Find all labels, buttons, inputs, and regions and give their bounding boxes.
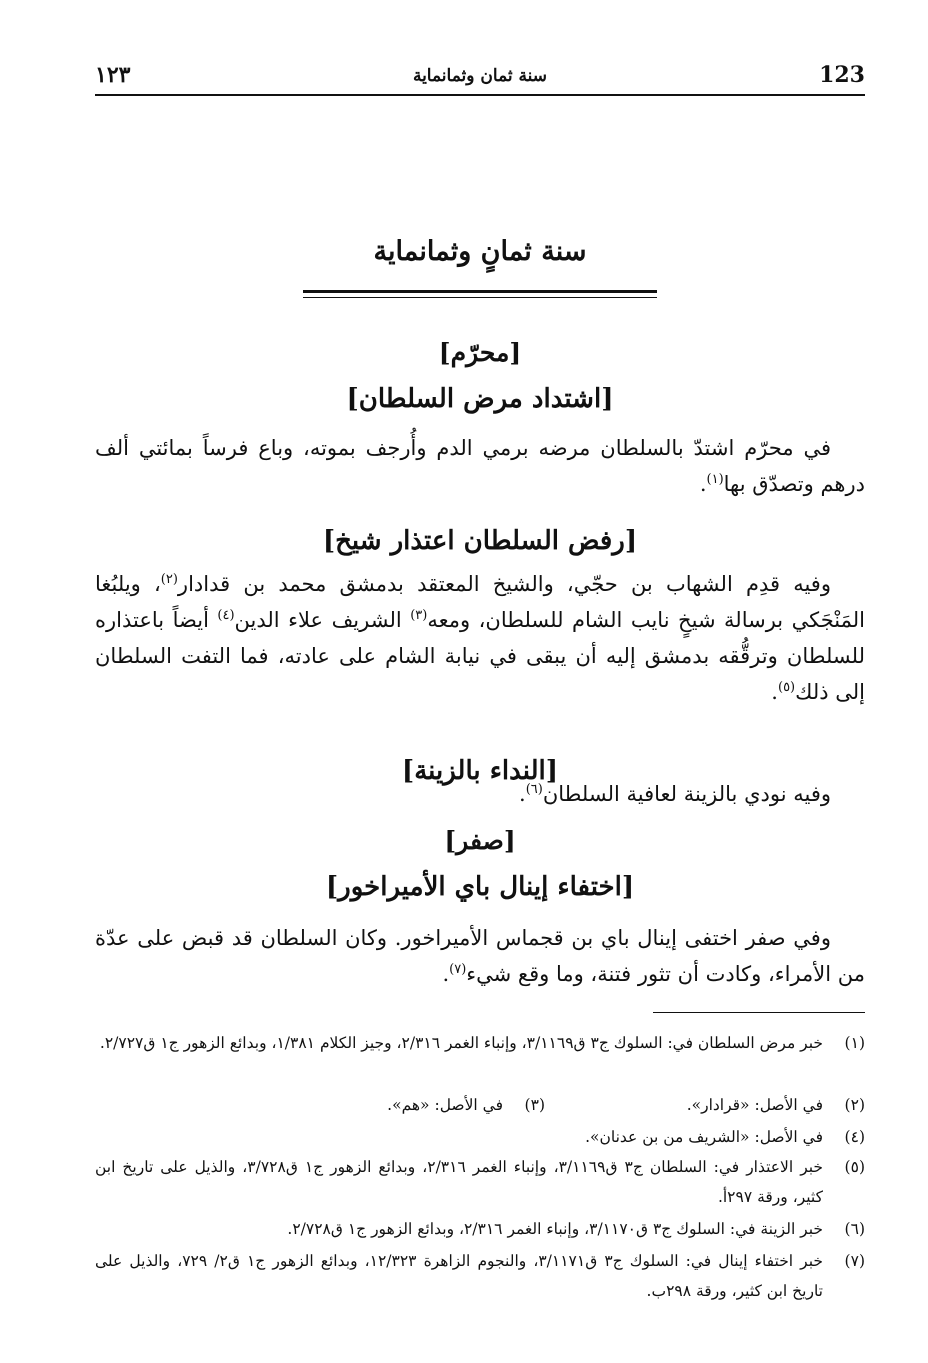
footnote-text: خبر مرض السلطان في: السلوك ج٣ ق٣/١١٦٩، وإنباء الغمر ٢/٣١٦، وجيز الكلام ١/٣٨١، وبدائع الزهور ج١ ق٢/٧٢٧. <box>99 1034 823 1052</box>
page-number-latin: 123 <box>819 62 865 88</box>
paragraph-disappearance <box>95 920 865 992</box>
footnote-3 <box>265 1090 545 1120</box>
footnote-4 <box>95 1122 865 1152</box>
section-heading-apology: [رفض السلطان اعتذار شيخ] <box>322 526 638 556</box>
paragraph-tail: . <box>442 962 450 986</box>
month-heading-safar: [صفر] <box>444 826 516 855</box>
footnote-ref: (٤) <box>217 608 235 623</box>
footnote-number: (٣) <box>524 1096 545 1114</box>
running-header <box>95 58 865 94</box>
title-rule-thin <box>303 297 657 298</box>
section-heading-decoration: [النداء بالزينة] <box>401 756 559 786</box>
title-rule-thick <box>303 290 657 293</box>
running-title: سنة ثمان وثمانماية <box>412 66 548 86</box>
footnote-ref: (١) <box>706 472 724 487</box>
paragraph-text: وفي صفر اختفى إينال باي بن قجماس الأميراخور. وكان السلطان قد قبض على عدّة من الأمراء، وكادت أن تثور فتنة، وما وقع شيء <box>95 926 865 986</box>
footnote-text: خبر اختفاء إينال في: السلوك ج٣ ق٣/١١٧١، والنجوم الزاهرة ١٢/٣٢٣، وبدائع الزهور ج١ ق٢/ ٧٢٩، والذيل على تاريخ ابن كثير، ورقة ٢٩٨ب. <box>95 1252 823 1300</box>
footnote-number: (٧) <box>844 1252 865 1270</box>
footnote-ref: (٧) <box>449 962 467 977</box>
footnote-text: في الأصل: «هم». <box>387 1096 503 1114</box>
footnote-7 <box>95 1246 865 1306</box>
footnote-number: (٤) <box>844 1128 865 1146</box>
footnote-text: خبر الاعتذار في: السلطان ج٣ ق٣/١١٦٩، وإنباء الغمر ٢/٣١٦، وبدائع الزهور ج١ ق٣/٧٢٨، والذيل على تاريخ ابن كثير، ورقة ٢٩٧أ. <box>95 1158 824 1206</box>
paragraph-text-b: ، ويلبُغا المَنْجَكي برسالة شيخٍ نايب الشام للسلطان، ومعه <box>95 572 865 632</box>
paragraph-decoration <box>95 776 865 812</box>
footnote-2 <box>535 1090 865 1120</box>
footnote-ref: (٦) <box>525 782 543 797</box>
paragraph-text-a: وفيه قدِم الشهاب بن حجّي، والشيخ المعتقد بدمشق محمد بن قدادار <box>177 572 831 596</box>
header-rule <box>95 94 865 96</box>
footnote-number: (٢) <box>844 1096 865 1114</box>
footnote-1 <box>95 1028 865 1058</box>
paragraph-tail: . <box>519 782 526 806</box>
footnote-5 <box>95 1152 865 1212</box>
footnote-text: في الأصل: «الشريف من بن عدنان». <box>585 1128 823 1146</box>
footnote-number: (٥) <box>844 1158 865 1176</box>
paragraph-text: وفيه نودي بالزينة لعافية السلطان <box>542 782 831 806</box>
paragraph-apology <box>95 566 865 710</box>
paragraph-text: في محرّم اشتدّ بالسلطان مرضه برمي الدم وأُرجف بموته، وباع فرساً بمائتي ألف درهم وتصدّق بها <box>95 436 865 496</box>
paragraph-illness <box>95 430 865 502</box>
footnote-ref: (٢) <box>160 572 178 587</box>
paragraph-tail: . <box>771 680 778 704</box>
chapter-title: سنة ثمانٍ وثمانماية <box>373 236 587 267</box>
month-heading-muharram: [محرّم] <box>438 338 522 367</box>
paragraph-text-d: أيضاً باعتذاره للسلطان وترقُّقه بدمشق إليه أن يبقى في نيابة الشام على عادته، فما التفت السلطان إلى ذلك <box>95 608 865 704</box>
paragraph-tail: . <box>699 472 707 496</box>
section-heading-illness: [اشتداد مرض السلطان] <box>346 384 614 414</box>
paragraph-text-c: الشريف علاء الدين <box>234 608 411 632</box>
footnote-separator <box>653 1012 865 1013</box>
footnote-ref: (٣) <box>410 608 428 623</box>
footnote-ref: (٥) <box>777 680 796 695</box>
footnote-number: (١) <box>844 1034 865 1052</box>
footnote-6 <box>95 1214 865 1244</box>
footnote-text: في الأصل: «قرادار». <box>686 1096 823 1114</box>
footnote-text: خبر الزينة في: السلوك ج٣ ق٣/١١٧٠، وإنباء الغمر ٢/٣١٦، وبدائع الزهور ج١ ق٢/٧٢٨. <box>287 1220 823 1238</box>
book-page <box>95 0 865 1363</box>
section-heading-disappearance: [اختفاء إينال باي الأميراخور] <box>325 872 635 902</box>
footnote-number: (٦) <box>844 1220 865 1238</box>
page-number-arabic: ١٢٣ <box>95 62 131 88</box>
